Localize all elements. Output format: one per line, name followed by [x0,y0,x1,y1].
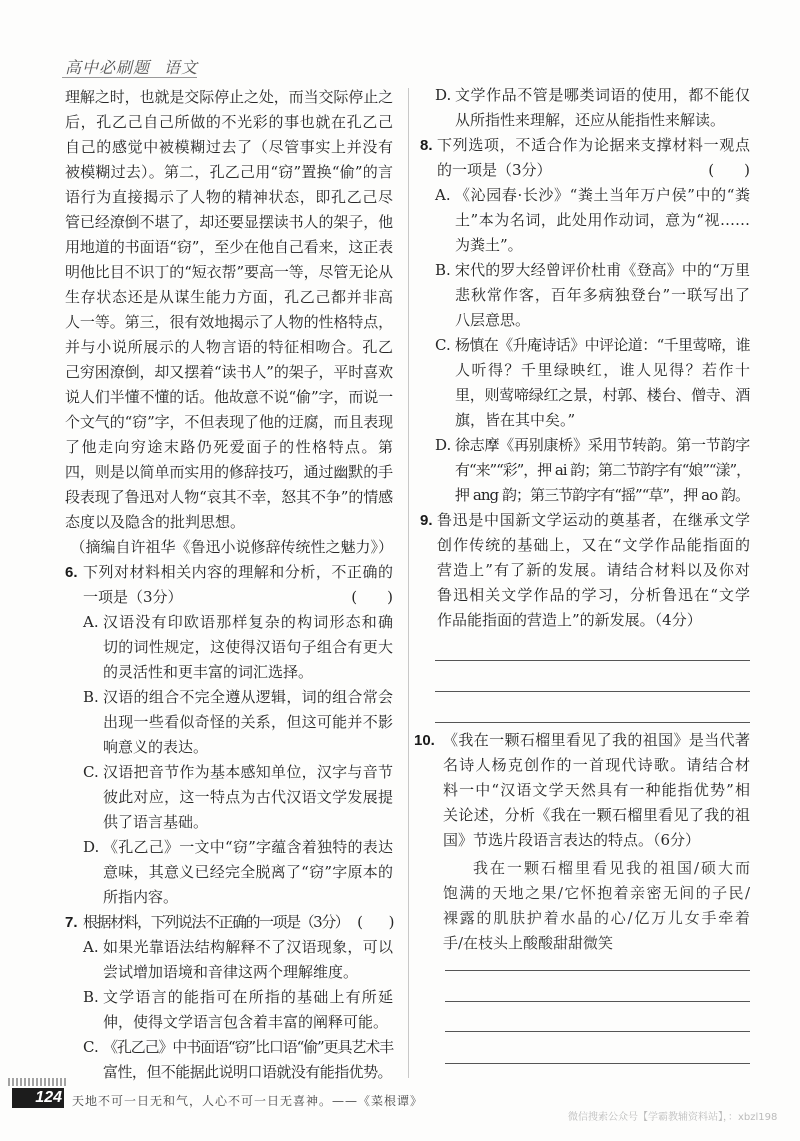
question-stem: 鲁迅是中国新文学运动的奠基者，在继承文学 [437,510,750,529]
passage-line: 段表现了鲁迅对人物“哀其不幸，怒其不争”的情感 [65,487,393,506]
passage-line: 了他走向穷途末路仍死爱面子的性格特点。第 [65,437,393,456]
option-text: 意味，其意义已经完全脱离了“窃”字原本的 [103,862,393,881]
question-number: 9. [420,511,433,529]
option-text: 供了语言基础。 [103,812,209,831]
question-stem: 的一项是（3分） [437,160,552,179]
option-text: 从所指性来理解，还应从能指性来解读。 [455,110,726,129]
option-text: 八层意思。 [455,310,531,329]
answer-line[interactable] [445,970,750,971]
option-label: B. [83,687,99,706]
option-label: D. [435,85,452,104]
option-text: 宋代的罗大经曾评价杜甫《登高》中的“万里 [455,260,750,279]
option-text: 有“来”“彩”，押 ai 韵；第二节韵字有“娘”“漾”， [455,460,750,479]
option-text: 人听得？千里绿映红，谁人见得？若作十 [455,360,750,379]
option-text: 汉语的组合不完全遵从逻辑，词的组合常会 [103,687,393,706]
option-label: A. [83,612,99,631]
answer-line[interactable] [445,1001,750,1002]
question-stem: 一项是（3分） [83,587,183,606]
option-text: 押 ang 韵；第三节韵字有“摇”“草”，押 ao 韵。 [455,485,750,504]
passage-line: 并与小说所展示的人物言语的特征相吻合。孔乙 [65,337,393,356]
option-text: 旗，皆在其中矣。” [455,410,576,429]
page-number: 124 [12,1088,64,1108]
option-text: 尝试增加语境和音律这两个理解维度。 [103,962,359,981]
question-stem: 营造上”有了新的发展。请结合材料以及你对 [437,560,750,579]
option-label: C. [83,1037,99,1056]
option-text: 《沁园春·长沙》“粪土当年万户侯”中的“粪 [455,185,750,204]
passage-line: 己穷困潦倒，却又摆着“读书人”的架子，平时喜欢 [65,362,393,381]
passage-line: 人一等。第三，很有效地揭示了人物的性格特点， [65,312,393,331]
question-stem: 鲁迅相关文学作品的学习，分析鲁迅在“文学 [437,585,750,604]
footer-watermark: 微信搜索公众号【学霸教辅资料站】，：xbzl198 [568,1112,778,1123]
passage-line: 态度以及隐含的批判思想。 [65,512,246,531]
passage-line: 自己的感觉中被模糊过去了（尽管事实上并没有 [65,137,393,156]
passage-line: 语行为直接揭示了人物的精神状态，即孔乙己尽 [65,187,393,206]
passage-source: （摘编自许祖华《鲁迅小说修辞传统性之魅力》） [70,537,393,556]
option-text: 汉语没有印欧语那样复杂的构词形态和确 [103,612,393,631]
option-label: C. [83,762,99,781]
poem-line: 我在一颗石榴里看见我的祖国/硕大而 [473,858,750,877]
question-stem: 关论述，分析《我在一颗石榴里看见了我的祖 [443,805,750,824]
option-text: 切的词性规定，这使得汉语句子组合有更大 [103,637,393,656]
option-label: A. [83,937,99,956]
option-label: C. [435,335,451,354]
option-text: 杨慎在《升庵诗话》中评论道：“千里莺啼，谁 [455,335,750,354]
passage-line: 用地道的书面语“窃”，至少在他自己看来，这正表 [65,237,393,256]
option-text: 文学语言的能指可在所指的基础上有所延 [103,987,393,1006]
option-label: D. [83,837,100,856]
answer-line[interactable] [435,660,750,661]
poem-line: 饱满的天地之果/它怀抱着亲密无间的子民/ [443,883,750,902]
poem-line: 手/在枝头上酸酸甜甜微笑 [443,933,614,952]
question-stem-row [437,158,750,183]
answer-line[interactable] [445,1063,750,1064]
option-label: A. [435,185,451,204]
passage-line: 被模糊过去）。第二，孔乙己用“窃”置换“偷”的言 [65,162,393,181]
answer-blank[interactable]: ( ) [708,160,750,179]
option-text: 伸，使得文学语言包含着丰富的阐释可能。 [103,1012,389,1031]
column-divider [408,88,409,1078]
option-text: 悲秋常作客，百年多病独登台”一联写出了 [455,285,750,304]
option-text: 如果光靠语法结构解释不了汉语现象，可以 [103,937,393,956]
question-stem: 作品能指面的营造上”的新发展。（4分） [437,610,702,629]
page-number-decoration [8,1078,66,1086]
passage-line: 理解之时，也就是交际停止之处，而当交际停止之 [65,87,393,106]
book-title: 高中必刷题 [65,58,151,77]
option-text: 《孔乙己》中书面语“窃”比口语“偷”更具艺术丰 [103,1037,393,1056]
option-label: D. [435,435,452,454]
question-stem: 根据材料，下列说法不正确的一项是（3分） [83,912,349,931]
answer-blank[interactable]: ( ) [357,912,393,931]
question-stem-row [83,910,393,935]
option-label: B. [435,260,451,279]
header-underline [62,77,197,78]
option-text: 彼此对应，这一特点为古代汉语文学发展提 [103,787,393,806]
question-number: 8. [420,136,433,154]
option-text: 为粪土”。 [455,235,523,254]
question-stem: 料一中“汉语文学天然具有一种能指优势”相 [443,780,750,799]
option-text: 《孔乙己》一文中“窃”字蕴含着独特的表达 [103,837,393,856]
option-text: 徐志摩《再别康桥》采用节转韵。第一节韵字 [455,435,750,454]
passage-line: 后，孔乙己自己所做的不光彩的事也就在孔乙己 [65,112,393,131]
subject: 语文 [164,58,199,77]
option-text: 文学作品不管是哪类词语的使用，都不能仅 [455,85,750,104]
passage-line: 管已经潦倒不堪了，却还要显摆读书人的架子，他 [65,212,393,231]
question-stem: 下列选项，不适合作为论据来支撑材料一观点 [437,135,750,154]
passage-line: 生存状态还是从谋生能力方面，孔乙己都并非高 [65,287,393,306]
question-number: 10. [414,731,435,749]
question-stem-row [83,585,393,610]
answer-line[interactable] [435,691,750,692]
option-text: 响意义的表达。 [103,737,209,756]
question-stem: 国》节选片段语言表达的特点。（6分） [443,830,701,849]
footer-quote: 天地不可一日无和气，人心不可一日无喜神。——《菜根谭》 [72,1094,424,1108]
answer-line[interactable] [445,1031,750,1032]
option-text: 出现一些看似奇怪的关系，但这可能并不影 [103,712,393,731]
option-text: 里，则莺啼绿红之景，村郭、楼台、僧寺、酒 [455,385,750,404]
question-number: 6. [65,563,78,581]
question-stem: 名诗人杨克创作的一首现代诗歌。请结合材 [443,755,750,774]
option-text: 的灵活性和更丰富的词汇选择。 [103,662,314,681]
option-text: 富性，但不能据此说明口语就没有能指优势。 [103,1062,393,1081]
answer-line[interactable] [435,722,750,723]
poem-line: 裸露的肌肤护着水晶的心/亿万儿女手牵着 [443,908,750,927]
question-stem: 创作传统的基础上，又在“文学作品能指面的 [437,535,750,554]
passage-line: 说人们半懂不懂的话。他故意不说“偷”字，而说一 [65,387,393,406]
option-text: 所指内容。 [103,887,179,906]
option-text: 汉语把音节作为基本感知单位，汉字与音节 [103,762,393,781]
option-label: B. [83,987,99,1006]
passage-line: 个文气的“窃”字，不但表现了他的迂腐，而且表现 [65,412,393,431]
question-stem: 《我在一颗石榴里看见了我的祖国》是当代著 [443,730,750,749]
passage-line: 明他比目不识丁的“短衣帮”要高一等，尽管无论从 [65,262,393,281]
question-stem: 下列对材料相关内容的理解和分析，不正确的 [83,562,393,581]
question-number: 7. [65,913,78,931]
answer-blank[interactable]: ( ) [351,587,393,606]
running-header [65,55,212,78]
option-text: 土”本为名词，此处用作动词，意为“视…… [455,210,750,229]
passage-line: 四，则是以简单而实用的修辞技巧，通过幽默的手 [65,462,393,481]
